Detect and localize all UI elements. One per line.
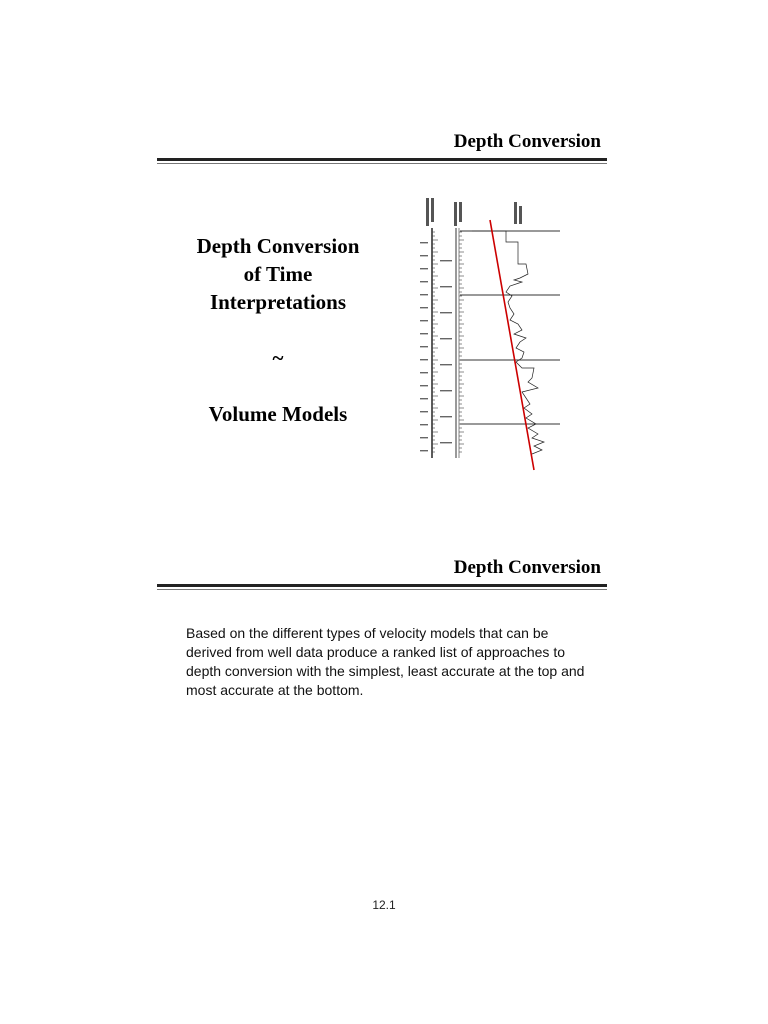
title-line-2: of Time	[243, 262, 313, 286]
section-header: Depth Conversion	[453, 131, 601, 152]
title-line-1: Depth Conversion	[196, 234, 360, 258]
header-rule-thin	[157, 589, 607, 590]
header-rule	[157, 584, 607, 587]
header-rule-thin	[157, 163, 607, 164]
log-header-labels	[426, 198, 522, 226]
section-header: Depth Conversion	[453, 557, 601, 578]
trend-line	[490, 220, 534, 470]
title-line-5: Volume Models	[208, 402, 348, 426]
slide-title	[170, 232, 386, 428]
well-log-figure	[410, 192, 570, 476]
title-tilde: ~	[272, 346, 284, 370]
title-line-3: Interpretations	[209, 290, 347, 314]
body-paragraph: Based on the different types of velocity models that can be derived from well data produce a ranked list of approaches to depth conversion with the simplest, least accurate at the top and most accurate at the bottom.	[186, 625, 585, 698]
header-rule	[157, 158, 607, 161]
page-number: 12.1	[372, 898, 396, 912]
